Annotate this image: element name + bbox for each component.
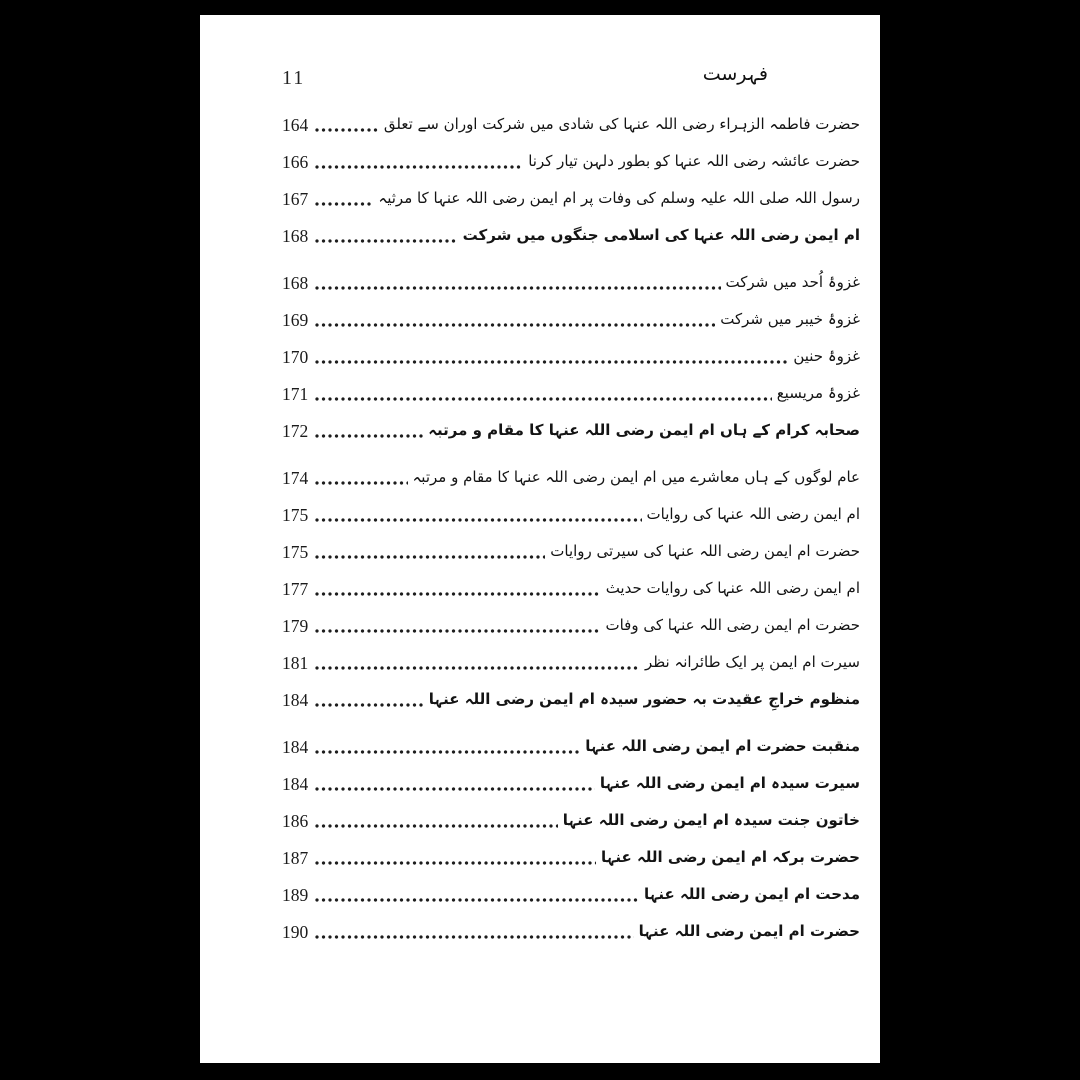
toc-row	[282, 806, 860, 832]
dotted-leader	[314, 661, 640, 671]
toc-row-title: غزوۂ خیبر میں شرکت	[720, 310, 860, 328]
toc-row	[282, 221, 860, 247]
page-number: 11	[282, 67, 306, 89]
toc-page-number: 167	[282, 189, 309, 209]
toc-row	[282, 843, 860, 869]
toc-row-title: حضرت برکہ ام ایمن رضی اللہ عنہا	[600, 848, 860, 866]
dotted-leader	[314, 318, 715, 328]
toc-page-number: 174	[282, 468, 309, 488]
toc-row	[282, 416, 860, 442]
toc-page-number: 189	[282, 885, 309, 905]
toc-row-title: غزوۂ مریسیع	[776, 384, 860, 402]
toc-row	[282, 147, 860, 173]
toc-row-title: ام ایمن رضی اللہ عنہا کی روایات حدیث	[605, 579, 860, 597]
toc-row	[282, 379, 860, 405]
toc-page-number: 166	[282, 152, 309, 172]
toc-row	[282, 463, 860, 489]
toc-row-title: حضرت فاطمہ الزہراء رضی اللہ عنہا کی شادی میں شرکت اوران سے تعلق	[383, 115, 860, 133]
dotted-leader	[314, 476, 407, 486]
dotted-leader	[314, 429, 423, 439]
toc-page-number: 164	[282, 115, 309, 135]
toc-row-title: حضرت ام ایمن رضی اللہ عنہا کی وفات	[605, 616, 860, 634]
toc-list	[200, 110, 880, 954]
toc-row	[282, 500, 860, 526]
toc-page-number: 186	[282, 811, 309, 831]
toc-row-title: مدحت ام ایمن رضی اللہ عنہا	[644, 885, 860, 903]
toc-row-title: رسول اللہ صلی اللہ علیہ وسلم کی وفات پر ام ایمن رضی اللہ عنہا کا مرثیہ	[378, 189, 860, 207]
toc-row-title: سیرت ام ایمن پر ایک طائرانہ نظر	[644, 653, 860, 671]
toc-row	[282, 110, 860, 136]
toc-page-number: 179	[282, 616, 309, 636]
toc-row	[282, 648, 860, 674]
toc-page-number: 168	[282, 273, 309, 293]
toc-row	[282, 268, 860, 294]
toc-page-number: 184	[282, 774, 309, 794]
toc-page-number: 172	[282, 421, 309, 441]
toc-row-title: ام ایمن رضی اللہ عنہا کی اسلامی جنگوں میں شرکت	[462, 226, 860, 244]
toc-page-number: 187	[282, 848, 309, 868]
toc-page-number: 184	[282, 737, 309, 757]
toc-row	[282, 685, 860, 711]
toc-page-number: 169	[282, 310, 309, 330]
dotted-leader	[314, 513, 641, 523]
toc-page-number: 171	[282, 384, 309, 404]
toc-row-title: منقبت حضرت ام ایمن رضی اللہ عنہا	[585, 737, 860, 755]
dotted-leader	[314, 893, 639, 903]
toc-row	[282, 305, 860, 331]
dotted-leader	[314, 624, 600, 634]
dotted-leader	[314, 782, 595, 792]
dotted-leader	[314, 392, 771, 402]
dotted-leader	[314, 355, 788, 365]
dotted-leader	[314, 698, 423, 708]
toc-page-number: 170	[282, 347, 309, 367]
toc-row-title: صحابہ کرام کے ہاں ام ایمن رضی اللہ عنہا کا مقام و مرتبہ	[428, 421, 860, 439]
dotted-leader	[314, 123, 379, 133]
dotted-leader	[314, 281, 720, 291]
toc-page-number: 175	[282, 542, 309, 562]
dotted-leader	[314, 930, 633, 940]
toc-row	[282, 732, 860, 758]
toc-page-number: 175	[282, 505, 309, 525]
toc-page-number: 190	[282, 922, 309, 942]
dotted-leader	[314, 819, 558, 829]
toc-row-title: حضرت ام ایمن رضی اللہ عنہا کی سیرتی روایات	[550, 542, 860, 560]
toc-page-number: 168	[282, 226, 309, 246]
dotted-leader	[314, 197, 373, 207]
dotted-leader	[314, 160, 523, 170]
dotted-leader	[314, 234, 457, 244]
toc-row-title: سیرت سیدہ ام ایمن رضی اللہ عنہا	[599, 774, 860, 792]
toc-row-title: منظوم خراجِ عقیدت بہ حضور سیدہ ام ایمن رضی اللہ عنہا	[428, 690, 860, 708]
toc-row-title: خاتون جنت سیدہ ام ایمن رضی اللہ عنہا	[562, 811, 860, 829]
book-page	[200, 15, 880, 1063]
toc-row	[282, 769, 860, 795]
toc-row-title: عام لوگوں کے ہاں معاشرے میں ام ایمن رضی اللہ عنہا کا مقام و مرتبہ	[412, 468, 860, 486]
toc-row	[282, 184, 860, 210]
toc-page-number: 181	[282, 653, 309, 673]
toc-row-title: غزوۂ اُحد میں شرکت	[725, 273, 860, 291]
toc-row-title: حضرت عائشہ رضی اللہ عنہا کو بطور دلہن تیار کرنا	[528, 152, 860, 170]
dotted-leader	[314, 587, 600, 597]
dotted-leader	[314, 856, 596, 866]
toc-row-title: حضرت ام ایمن رضی اللہ عنہا	[638, 922, 860, 940]
toc-row	[282, 611, 860, 637]
toc-page-number: 177	[282, 579, 309, 599]
toc-row-title: غزوۂ حنین	[793, 347, 860, 365]
toc-row	[282, 880, 860, 906]
toc-row	[282, 342, 860, 368]
toc-row-title: ام ایمن رضی اللہ عنہا کی روایات	[646, 505, 860, 523]
toc-row	[282, 537, 860, 563]
dotted-leader	[314, 745, 580, 755]
toc-row	[282, 574, 860, 600]
toc-row	[282, 917, 860, 943]
toc-heading: فہرست	[702, 63, 768, 85]
dotted-leader	[314, 550, 545, 560]
toc-page-number: 184	[282, 690, 309, 710]
